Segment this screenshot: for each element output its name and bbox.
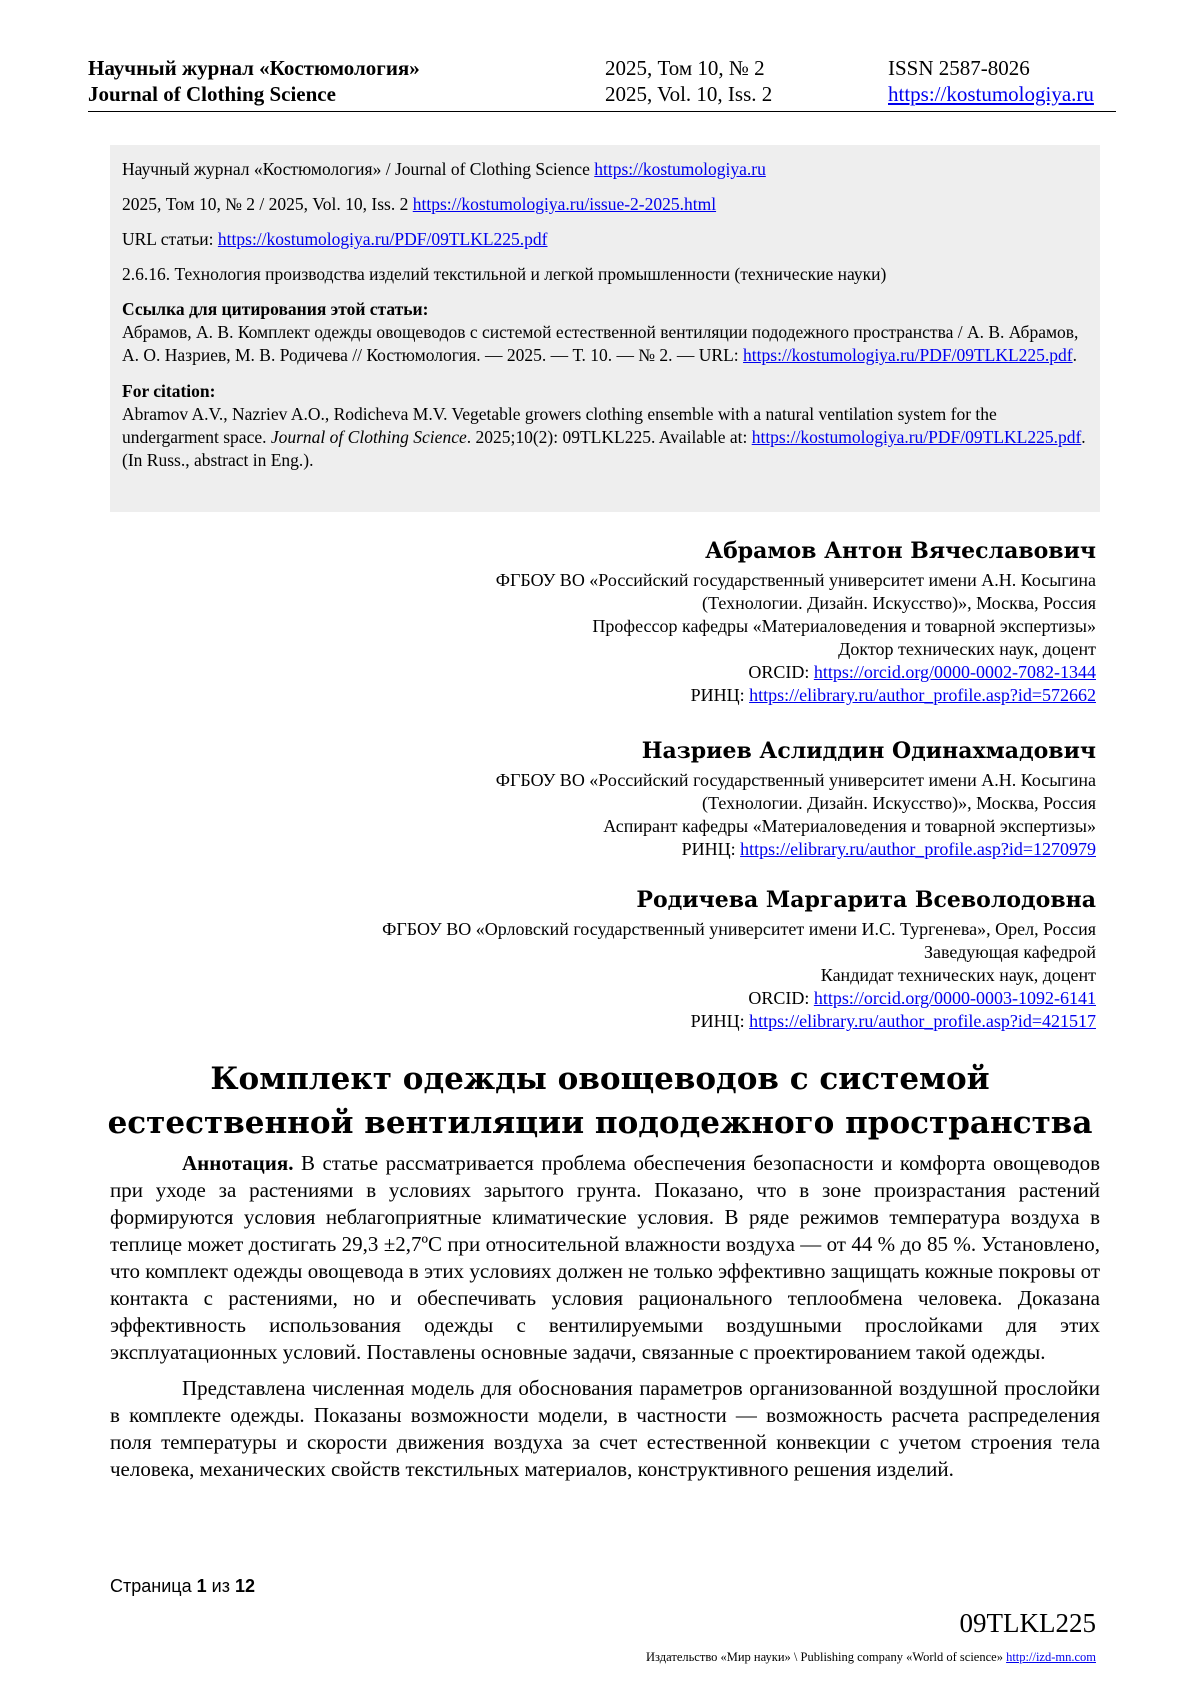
en-citation-text: Abramov A.V., Nazriev A.O., Rodicheva M.V. Vegetable growers clothing ensemble with a natural ventilation system for the undergarment space.: [122, 404, 997, 447]
ru-citation-text: Абрамов, А. В. Комплект одежды овощеводов с системой естественной вентиляции пододежного пространства / А. В. Абрамов, А. О. Назриев, М. В. Родичева // Костюмология. — 2025. — Т. 10. — № 2. — URL:: [122, 322, 1079, 365]
issue-ru: 2025, Том 10, № 2: [605, 56, 765, 80]
author-affiliation: ФГБОУ ВО «Российский государственный университет имени А.Н. Косыгина: [495, 570, 1096, 590]
abstract-paragraph-1: [110, 1150, 1100, 1366]
author-orcid: [496, 661, 1096, 684]
abstract-label: Аннотация.: [182, 1151, 294, 1175]
author-position: Профессор кафедры «Материаловедения и товарной экспертизы»: [592, 616, 1096, 636]
page-number: [110, 1576, 255, 1597]
orcid-label: ORCID:: [748, 988, 810, 1008]
ru-citation-end: .: [1072, 345, 1078, 365]
citation-journal-link[interactable]: https://kostumologiya.ru: [594, 159, 766, 179]
author-affiliation: ФГБОУ ВО «Орловский государственный университет имени И.С. Тургенева», Орел, Россия: [382, 919, 1096, 939]
journal-name-ru: Научный журнал «Костюмология»: [88, 56, 420, 80]
page-word: Страница: [110, 1576, 192, 1596]
author-name: Назриев Аслиддин Одинахмадович: [641, 738, 1096, 764]
orcid-link[interactable]: https://orcid.org/0000-0002-7082-1344: [813, 662, 1096, 682]
en-citation-journal: Journal of Clothing Science: [270, 427, 467, 447]
specialty-code: 2.6.16. Технология производства изделий текстильной и легкой промышленности (технические науки): [122, 264, 887, 284]
citation-box: [110, 145, 1100, 512]
publisher-link[interactable]: http://izd-mn.com: [1006, 1650, 1096, 1664]
orcid-link[interactable]: https://orcid.org/0000-0003-1092-6141: [813, 988, 1096, 1008]
page-of: из: [211, 1576, 230, 1596]
en-citation-text-2: . 2025;10(2): 09TLKL225. Available at:: [466, 427, 748, 447]
journal-name-en: Journal of Clothing Science: [88, 82, 336, 106]
citation-journal-text: Научный журнал «Костюмология» / Journal of Clothing Science: [122, 159, 590, 179]
article-title: [0, 1057, 1200, 1145]
citation-journal-line: [122, 158, 1090, 181]
issue-en: 2025, Vol. 10, Iss. 2: [605, 82, 773, 106]
journal-title-block: [88, 55, 420, 107]
author-position: Заведующая кафедрой: [923, 942, 1096, 962]
rinc-link[interactable]: https://elibrary.ru/author_profile.asp?id=572662: [749, 685, 1096, 705]
ru-citation: [122, 298, 1090, 367]
ru-citation-label: Ссылка для цитирования этой статьи:: [122, 299, 429, 319]
citation-issue-line: [122, 193, 1090, 216]
author-rinc: [496, 838, 1096, 861]
rinc-link[interactable]: https://elibrary.ru/author_profile.asp?id=421517: [749, 1011, 1096, 1031]
page-current: 1: [196, 1576, 207, 1596]
rinc-label: РИНЦ:: [681, 839, 736, 859]
author-name: Родичева Маргарита Всеволодовна: [636, 887, 1096, 913]
author-rinc: [382, 1010, 1096, 1033]
article-title-line-2: естественной вентиляции пододежного пространства: [107, 1105, 1093, 1141]
publisher-line: [646, 1650, 1096, 1665]
en-citation: [122, 380, 1090, 472]
author-rinc: [496, 684, 1096, 707]
abstract: [110, 1150, 1100, 1492]
rinc-label: РИНЦ:: [690, 685, 745, 705]
author-affiliation-cont: (Технологии. Дизайн. Искусство)», Москва, Россия: [702, 793, 1096, 813]
author-degree: Кандидат технических наук, доцент: [820, 965, 1096, 985]
author-block-2: [496, 737, 1096, 861]
article-code: 09TLKL225: [959, 1608, 1096, 1638]
orcid-label: ORCID:: [748, 662, 810, 682]
ru-citation-link[interactable]: https://kostumologiya.ru/PDF/09TLKL225.pdf: [743, 345, 1073, 365]
citation-issue-link[interactable]: https://kostumologiya.ru/issue-2-2025.html: [412, 194, 717, 214]
issn-block: [888, 55, 1094, 107]
en-citation-label: For citation:: [122, 381, 216, 401]
citation-url-line: [122, 228, 1090, 251]
rinc-link[interactable]: https://elibrary.ru/author_profile.asp?id=1270979: [740, 839, 1096, 859]
issn: ISSN 2587-8026: [888, 56, 1030, 80]
author-orcid: [382, 987, 1096, 1010]
author-block-3: [382, 886, 1096, 1033]
journal-site-link[interactable]: https://kostumologiya.ru: [888, 82, 1094, 106]
author-affiliation-cont: (Технологии. Дизайн. Искусство)», Москва, Россия: [702, 593, 1096, 613]
author-position: Аспирант кафедры «Материаловедения и товарной экспертизы»: [603, 816, 1096, 836]
author-block-1: [496, 537, 1096, 707]
publisher-text: Издательство «Мир науки» \ Publishing company «World of science»: [646, 1650, 1003, 1664]
citation-url-label: URL статьи:: [122, 229, 214, 249]
en-citation-link[interactable]: https://kostumologiya.ru/PDF/09TLKL225.pdf: [751, 427, 1082, 447]
abstract-text-1: В статье рассматривается проблема обеспечения безопасности и комфорта овощеводов при уходе за растениями в условиях зарытого грунта. Показано, что в зоне произрастания растений формируются условия неблагоприятные климатические условия. В ряде режимов температура воздуха в теплице может достигать 29,3 ±2,7ºC при относительной влажности воздуха — от 44 % до 85 %. Установлено, что комплект одежды овощевода в этих условиях должен не только эффективно защищать кожные покровы от контакта с растениями, но и обеспечивать условия рационального теплообмена человека. Доказана эффективность использования одежды с вентилируемыми воздушными прослойками для этих эксплуатационных условий. Поставлены основные задачи, связанные с проектированием такой одежды.: [110, 1151, 1100, 1364]
abstract-paragraph-2: Представлена численная модель для обоснования параметров организованной воздушной прослойки в комплекте одежды. Показаны возможности модели, в частности — возможность расчета распределения поля температуры и скорости движения воздуха за счет естественной конвекции с учетом строения тела человека, механических свойств текстильных материалов, конструктивного решения изделий.: [110, 1376, 1100, 1481]
author-degree: Доктор технических наук, доцент: [838, 639, 1096, 659]
page-total: 12: [234, 1576, 255, 1596]
header-divider: [88, 111, 1116, 112]
issue-block: [605, 55, 772, 107]
citation-issue-text: 2025, Том 10, № 2 / 2025, Vol. 10, Iss. 2: [122, 194, 409, 214]
author-name: Абрамов Антон Вячеславович: [705, 538, 1096, 564]
article-title-line-1: Комплект одежды овощеводов с системой: [210, 1061, 990, 1097]
en-citation-end: . (In Russ., abstract in Eng.).: [122, 427, 1086, 470]
citation-url-link[interactable]: https://kostumologiya.ru/PDF/09TLKL225.pdf: [217, 229, 548, 249]
author-affiliation: ФГБОУ ВО «Российский государственный университет имени А.Н. Косыгина: [495, 770, 1096, 790]
rinc-label: РИНЦ:: [690, 1011, 745, 1031]
